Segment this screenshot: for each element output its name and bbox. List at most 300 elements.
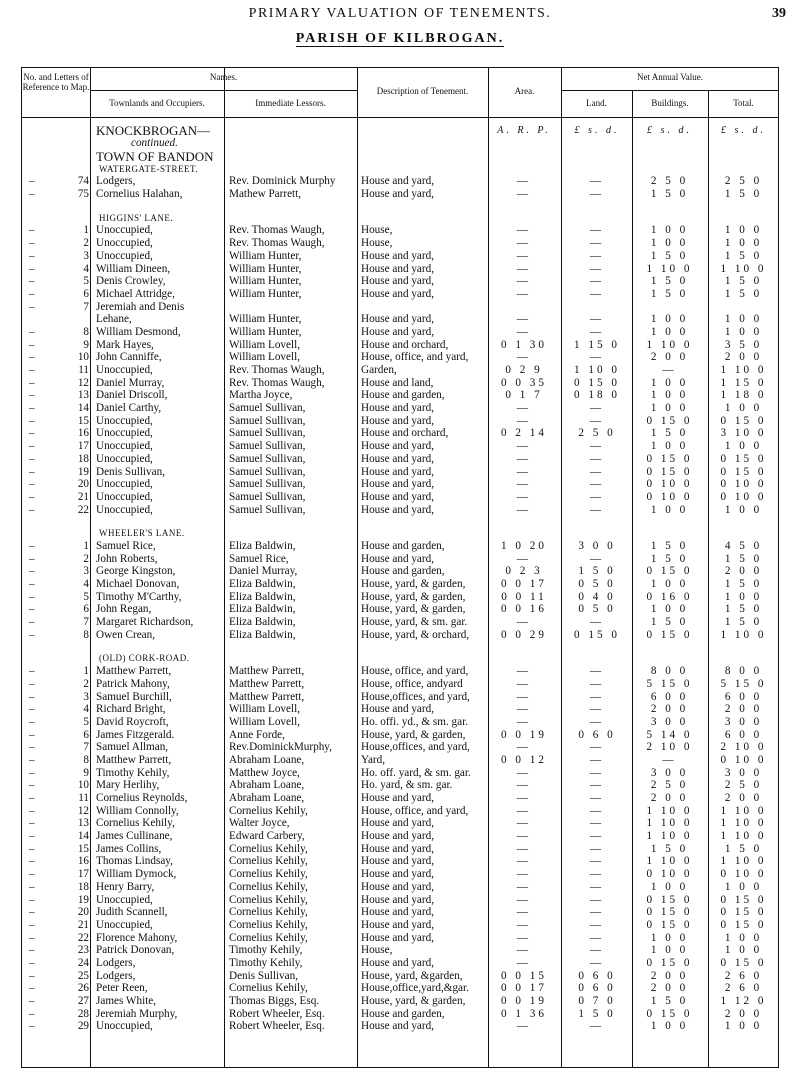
table-row	[21, 995, 779, 1008]
buildings-value: 1 5 0	[650, 539, 689, 552]
ref-number: 29	[77, 1020, 89, 1033]
buildings-value: 1 10 0	[646, 338, 693, 351]
buildings-value: 1 0 0	[650, 880, 689, 893]
lessor: Timothy Kehily,	[229, 944, 303, 957]
table-row	[21, 919, 779, 932]
row-dash: –	[29, 690, 35, 703]
total-value: 3 0 0	[724, 766, 763, 779]
table-row	[21, 427, 779, 440]
occupier: Unoccupied,	[96, 440, 153, 453]
buildings-value: 1 0 0	[650, 578, 689, 590]
ref-number: 15	[77, 842, 89, 855]
lessor: William Lovell,	[229, 703, 301, 716]
lessor: Cornelius Kehily,	[229, 893, 308, 906]
total-value: 0 15 0	[720, 956, 767, 969]
table-row	[21, 691, 779, 704]
total-value: 1 10 0	[720, 262, 767, 275]
area-value: —	[516, 804, 532, 817]
land-value: —	[589, 440, 605, 453]
table-row	[21, 377, 779, 390]
header-net-value: Net Annual Value.	[636, 72, 704, 82]
total-value: 1 18 0	[720, 389, 767, 402]
occupier: Henry Barry,	[96, 880, 155, 893]
description: House and yard,	[361, 465, 435, 478]
description: House and yard,	[361, 906, 435, 919]
buildings-value: 1 10 0	[646, 262, 693, 275]
lessor: Matthew Joyce,	[229, 766, 300, 779]
lessor: Cornelius Kehily,	[229, 880, 308, 893]
row-dash: –	[29, 590, 35, 603]
table-row	[21, 779, 779, 792]
description: Ho. offi. yd., & sm. gar.	[361, 715, 469, 728]
row-dash: –	[29, 503, 35, 516]
buildings-value: 1 0 0	[650, 931, 689, 944]
total-value: 1 0 0	[724, 440, 763, 453]
description: House and yard,	[361, 414, 435, 427]
row-dash: –	[29, 364, 35, 376]
land-value: —	[589, 249, 605, 262]
buildings-value: 1 10 0	[646, 817, 693, 830]
lessor: Samuel Rice,	[229, 552, 289, 565]
occupier: Lodgers,	[96, 956, 136, 969]
lessor: Samuel Sullivan,	[229, 503, 306, 516]
total-value: 1 10 0	[720, 817, 767, 830]
description: House and yard,	[361, 249, 435, 262]
description: Ho. yard, & sm. gar.	[361, 779, 453, 792]
buildings-value: 8 0 0	[650, 665, 689, 678]
description: House and garden,	[361, 539, 445, 552]
area-value: 0 0 16	[501, 603, 547, 616]
area-value: 0 0 19	[501, 728, 547, 741]
ref-number: 13	[77, 817, 89, 830]
total-value: 0 15 0	[720, 906, 767, 919]
table-row	[21, 817, 779, 830]
area-value: —	[516, 452, 532, 465]
occupier: James Cullinane,	[96, 830, 173, 843]
description: House,	[361, 224, 393, 237]
ref-number: 1	[83, 224, 89, 237]
description: House and yard,	[361, 855, 435, 868]
buildings-value: 0 15 0	[646, 956, 693, 969]
row-dash: –	[29, 995, 35, 1007]
table-row	[21, 616, 779, 629]
occupier: Unoccupied,	[96, 249, 153, 262]
total-value: 0 15 0	[720, 465, 767, 478]
description: House,	[361, 237, 393, 250]
table-row	[21, 188, 779, 201]
buildings-value: 1 0 0	[650, 440, 689, 453]
table-row	[21, 729, 779, 742]
total-value: 6 0 0	[724, 728, 763, 741]
row-dash: –	[29, 300, 35, 313]
lessor: Eliza Baldwin,	[229, 616, 296, 629]
table-row	[21, 339, 779, 352]
area-value: 0 0 17	[501, 578, 547, 590]
area-value: 0 1 7	[505, 389, 543, 402]
table-row	[21, 504, 779, 517]
header-total: Total.	[733, 98, 754, 108]
lessor: Abraham Loane,	[229, 779, 305, 792]
ref-number: 25	[77, 969, 89, 982]
land-value: —	[589, 275, 605, 288]
rule	[561, 90, 779, 91]
land-value: 0 5 0	[578, 578, 616, 590]
table-row	[21, 540, 779, 553]
row-dash: –	[29, 931, 35, 944]
ref-number: 18	[77, 880, 89, 893]
ref-number: 27	[77, 995, 89, 1007]
ref-number: 5	[83, 275, 89, 288]
land-value: 1 10 0	[574, 364, 620, 376]
row-dash: –	[29, 753, 35, 766]
row-dash: –	[29, 465, 35, 478]
description: House and orchard,	[361, 427, 449, 440]
row-dash: –	[29, 224, 35, 237]
ref-number: 21	[77, 490, 89, 503]
description: House and yard,	[361, 452, 435, 465]
ref-number: 14	[77, 830, 89, 843]
lessor: Cornelius Kehily,	[229, 804, 308, 817]
land-value: 0 7 0	[578, 995, 616, 1007]
table-row	[21, 263, 779, 276]
row-dash: –	[29, 490, 35, 503]
ref-number: 1	[83, 539, 89, 552]
buildings-value: 2 0 0	[650, 703, 689, 716]
area-value: —	[516, 677, 532, 690]
occupier: Unoccupied,	[96, 503, 153, 516]
buildings-value: 2 5 0	[650, 175, 689, 188]
land-value: —	[589, 944, 605, 957]
buildings-value: 1 0 0	[650, 503, 689, 516]
lessor: Walter Joyce,	[229, 817, 290, 830]
lessor: William Hunter,	[229, 275, 302, 288]
table-row	[21, 894, 779, 907]
buildings-value: 3 0 0	[650, 766, 689, 779]
total-value: 8 0 0	[724, 665, 763, 678]
row-dash: –	[29, 728, 35, 741]
description: House, office, and yard,	[361, 665, 469, 678]
table-row	[21, 491, 779, 504]
row-dash: –	[29, 175, 35, 188]
area-value: —	[516, 616, 532, 629]
row-dash: –	[29, 402, 35, 415]
table-row	[21, 402, 779, 415]
street-heading	[21, 527, 779, 540]
ref-number: 5	[83, 590, 89, 603]
total-value: 1 5 0	[724, 287, 763, 300]
description: House and yard,	[361, 313, 435, 326]
area-value: 0 0 35	[501, 376, 547, 389]
description: House, office, and yard,	[361, 804, 469, 817]
area-value: 0 2 9	[505, 364, 543, 376]
lessor: Denis Sullivan,	[229, 969, 298, 982]
table-row	[21, 982, 779, 995]
description: House,office,yard,&gar.	[361, 982, 469, 995]
row-dash: –	[29, 779, 35, 792]
row-dash: –	[29, 804, 35, 817]
occupier: Denis Sullivan,	[96, 465, 165, 478]
ref-number: 16	[77, 427, 89, 440]
table-row	[21, 578, 779, 591]
ref-number: 2	[83, 677, 89, 690]
row-dash: –	[29, 287, 35, 300]
occupier: Peter Reen,	[96, 982, 148, 995]
row-dash: –	[29, 539, 35, 552]
ref-number: 24	[77, 956, 89, 969]
row-dash: –	[29, 616, 35, 629]
land-value: —	[589, 351, 605, 364]
description: House and yard,	[361, 1020, 435, 1033]
buildings-value: —	[662, 364, 677, 376]
occupier: Lodgers,	[96, 969, 136, 982]
land-value: 0 18 0	[574, 389, 620, 402]
lessor: Matthew Parrett,	[229, 677, 305, 690]
table-row	[21, 351, 779, 364]
land-value: 0 15 0	[574, 628, 620, 641]
ref-number: 20	[77, 478, 89, 491]
lessor: William Lovell,	[229, 351, 301, 364]
area-value: —	[516, 325, 532, 338]
occupier: Samuel Burchill,	[96, 690, 172, 703]
table-row	[21, 1008, 779, 1021]
buildings-value: 1 5 0	[650, 995, 689, 1007]
row-dash: –	[29, 389, 35, 402]
area-value: —	[516, 262, 532, 275]
row-dash: –	[29, 868, 35, 881]
total-value: 2 5 0	[724, 779, 763, 792]
lessor: Matthew Parrett,	[229, 690, 305, 703]
ref-number: 4	[83, 703, 89, 716]
total-units: £ s. d.	[721, 125, 766, 136]
land-value: —	[589, 804, 605, 817]
area-value: —	[516, 855, 532, 868]
buildings-value: 1 5 0	[650, 842, 689, 855]
buildings-value: 2 0 0	[650, 351, 689, 364]
occupier: Lodgers,	[96, 175, 136, 188]
occupier: John Regan,	[96, 603, 152, 616]
land-value: —	[589, 1020, 605, 1033]
area-value: 0 0 17	[501, 982, 547, 995]
row-dash: –	[29, 792, 35, 804]
table-row	[21, 175, 779, 188]
description: House,	[361, 944, 393, 957]
ref-number: 2	[83, 552, 89, 565]
table-row	[21, 591, 779, 604]
land-value: 0 4 0	[578, 590, 616, 603]
description: House and yard,	[361, 792, 435, 804]
total-value: 4 5 0	[724, 539, 763, 552]
occupier: George Kingston,	[96, 565, 176, 578]
rule	[21, 117, 779, 118]
lessor: Cornelius Kehily,	[229, 931, 308, 944]
occupier: Cornelius Halahan,	[96, 188, 183, 201]
land-value: —	[589, 931, 605, 944]
buildings-value: 0 15 0	[646, 465, 693, 478]
description: House and yard,	[361, 325, 435, 338]
total-value: 0 10 0	[720, 753, 767, 766]
buildings-value: 0 10 0	[646, 490, 693, 503]
description: House and yard,	[361, 402, 435, 415]
occupier: Jeremiah Murphy,	[96, 1007, 178, 1020]
area-value: —	[516, 792, 532, 804]
land-value: —	[589, 465, 605, 478]
total-value: 0 10 0	[720, 478, 767, 491]
area-value: 0 1 30	[501, 338, 547, 351]
area-value: —	[516, 440, 532, 453]
street-name: WHEELER'S LANE.	[99, 528, 185, 539]
ref-number: 10	[77, 351, 89, 364]
total-value: 0 10 0	[720, 868, 767, 881]
land-value: —	[589, 237, 605, 250]
lessor: Robert Wheeler, Esq.	[229, 1007, 325, 1020]
table-row	[21, 478, 779, 491]
area-value: —	[516, 703, 532, 716]
ref-number: 17	[77, 868, 89, 881]
buildings-value: 1 0 0	[650, 237, 689, 250]
ref-number: 21	[77, 918, 89, 931]
land-value: —	[589, 313, 605, 326]
total-value: 2 0 0	[724, 351, 763, 364]
ref-number: 2	[83, 237, 89, 250]
area-value: —	[516, 715, 532, 728]
lessor: Rev. Thomas Waugh,	[229, 376, 325, 389]
buildings-value: 0 15 0	[646, 918, 693, 931]
lessor: Cornelius Kehily,	[229, 982, 308, 995]
description: House and yard,	[361, 262, 435, 275]
land-value: —	[589, 855, 605, 868]
description: House and land,	[361, 376, 434, 389]
ref-number: 20	[77, 906, 89, 919]
ref-number: 14	[77, 402, 89, 415]
section-gap	[21, 201, 779, 212]
lessor: Cornelius Kehily,	[229, 842, 308, 855]
table-row	[21, 855, 779, 868]
lessor: Cornelius Kehily,	[229, 855, 308, 868]
description: House and yard,	[361, 703, 435, 716]
description: House, yard, & garden,	[361, 995, 466, 1007]
buildings-value: 1 0 0	[650, 313, 689, 326]
area-value: 1 0 20	[501, 539, 547, 552]
description: House, yard, & sm. gar.	[361, 616, 468, 629]
occupier: William Dineen,	[96, 262, 171, 275]
area-value: —	[516, 830, 532, 843]
ref-number: 3	[83, 249, 89, 262]
buildings-value: 2 0 0	[650, 982, 689, 995]
land-value: —	[589, 402, 605, 415]
ref-number: 23	[77, 944, 89, 957]
header-area: Area.	[514, 86, 535, 96]
town-name: TOWN OF BANDON	[96, 148, 214, 164]
ref-number: 8	[83, 628, 89, 641]
table-row	[21, 1020, 779, 1033]
buildings-value: 1 0 0	[650, 1020, 689, 1033]
table-row	[21, 843, 779, 856]
occupier: Samuel Rice,	[96, 539, 156, 552]
total-value: 2 0 0	[724, 565, 763, 578]
land-value: —	[589, 325, 605, 338]
table-row	[21, 830, 779, 843]
description: House and yard,	[361, 490, 435, 503]
total-value: 1 15 0	[720, 376, 767, 389]
description: House and yard,	[361, 287, 435, 300]
row-dash: –	[29, 565, 35, 578]
occupier: Unoccupied,	[96, 490, 153, 503]
table-row	[21, 678, 779, 691]
area-value: —	[516, 779, 532, 792]
description: House and yard,	[361, 931, 435, 944]
buildings-value: 1 5 0	[650, 552, 689, 565]
total-value: 0 15 0	[720, 452, 767, 465]
land-value: —	[589, 830, 605, 843]
header-names: Names.	[209, 72, 238, 82]
area-value: —	[516, 956, 532, 969]
buildings-value: 1 0 0	[650, 944, 689, 957]
row-dash: –	[29, 351, 35, 364]
area-value: —	[516, 766, 532, 779]
row-dash: –	[29, 1007, 35, 1020]
total-value: 1 0 0	[724, 325, 763, 338]
ref-number: 4	[83, 578, 89, 590]
occupier: Unoccupied,	[96, 918, 153, 931]
occupier: James Fitzgerald.	[96, 728, 175, 741]
area-value: 0 0 29	[501, 628, 547, 641]
description: House, yard, &garden,	[361, 969, 463, 982]
ref-number: 8	[83, 325, 89, 338]
table-row	[21, 565, 779, 578]
lessor: Cornelius Kehily,	[229, 918, 308, 931]
ref-number: 15	[77, 414, 89, 427]
page-title: PRIMARY VALUATION OF TENEMENTS.	[248, 6, 552, 21]
occupier: John Canniffe,	[96, 351, 162, 364]
occupier: Michael Attridge,	[96, 287, 175, 300]
description: House and yard,	[361, 842, 435, 855]
total-value: 1 10 0	[720, 628, 767, 641]
table-row	[21, 288, 779, 301]
row-dash: –	[29, 918, 35, 931]
area-value: —	[516, 690, 532, 703]
lessor: Eliza Baldwin,	[229, 628, 296, 641]
occupier: Unoccupied,	[96, 427, 153, 440]
total-value: 2 6 0	[724, 982, 763, 995]
occupier: Cornelius Reynolds,	[96, 792, 188, 804]
ref-number: 22	[77, 931, 89, 944]
lessor: Abraham Loane,	[229, 753, 305, 766]
row-dash: –	[29, 628, 35, 641]
lessor: Samuel Sullivan,	[229, 427, 306, 440]
occupier: Daniel Murray,	[96, 376, 165, 389]
table-row	[21, 703, 779, 716]
land-value: —	[589, 842, 605, 855]
row-dash: –	[29, 677, 35, 690]
land-value: 0 6 0	[578, 728, 616, 741]
occupier: Matthew Parrett,	[96, 753, 172, 766]
occupier: Unoccupied,	[96, 414, 153, 427]
ref-number: 6	[83, 728, 89, 741]
lessor: Samuel Sullivan,	[229, 402, 306, 415]
table-row	[21, 754, 779, 767]
lessor: Timothy Kehily,	[229, 956, 303, 969]
row-dash: –	[29, 715, 35, 728]
area-value: —	[516, 893, 532, 906]
description: House, yard, & orchard,	[361, 628, 470, 641]
table-row	[21, 868, 779, 881]
area-value: —	[516, 414, 532, 427]
total-value: 1 10 0	[720, 855, 767, 868]
table-row	[21, 792, 779, 805]
land-value: —	[589, 868, 605, 881]
description: House, yard, & garden,	[361, 578, 466, 590]
occupier: Unoccupied,	[96, 893, 153, 906]
